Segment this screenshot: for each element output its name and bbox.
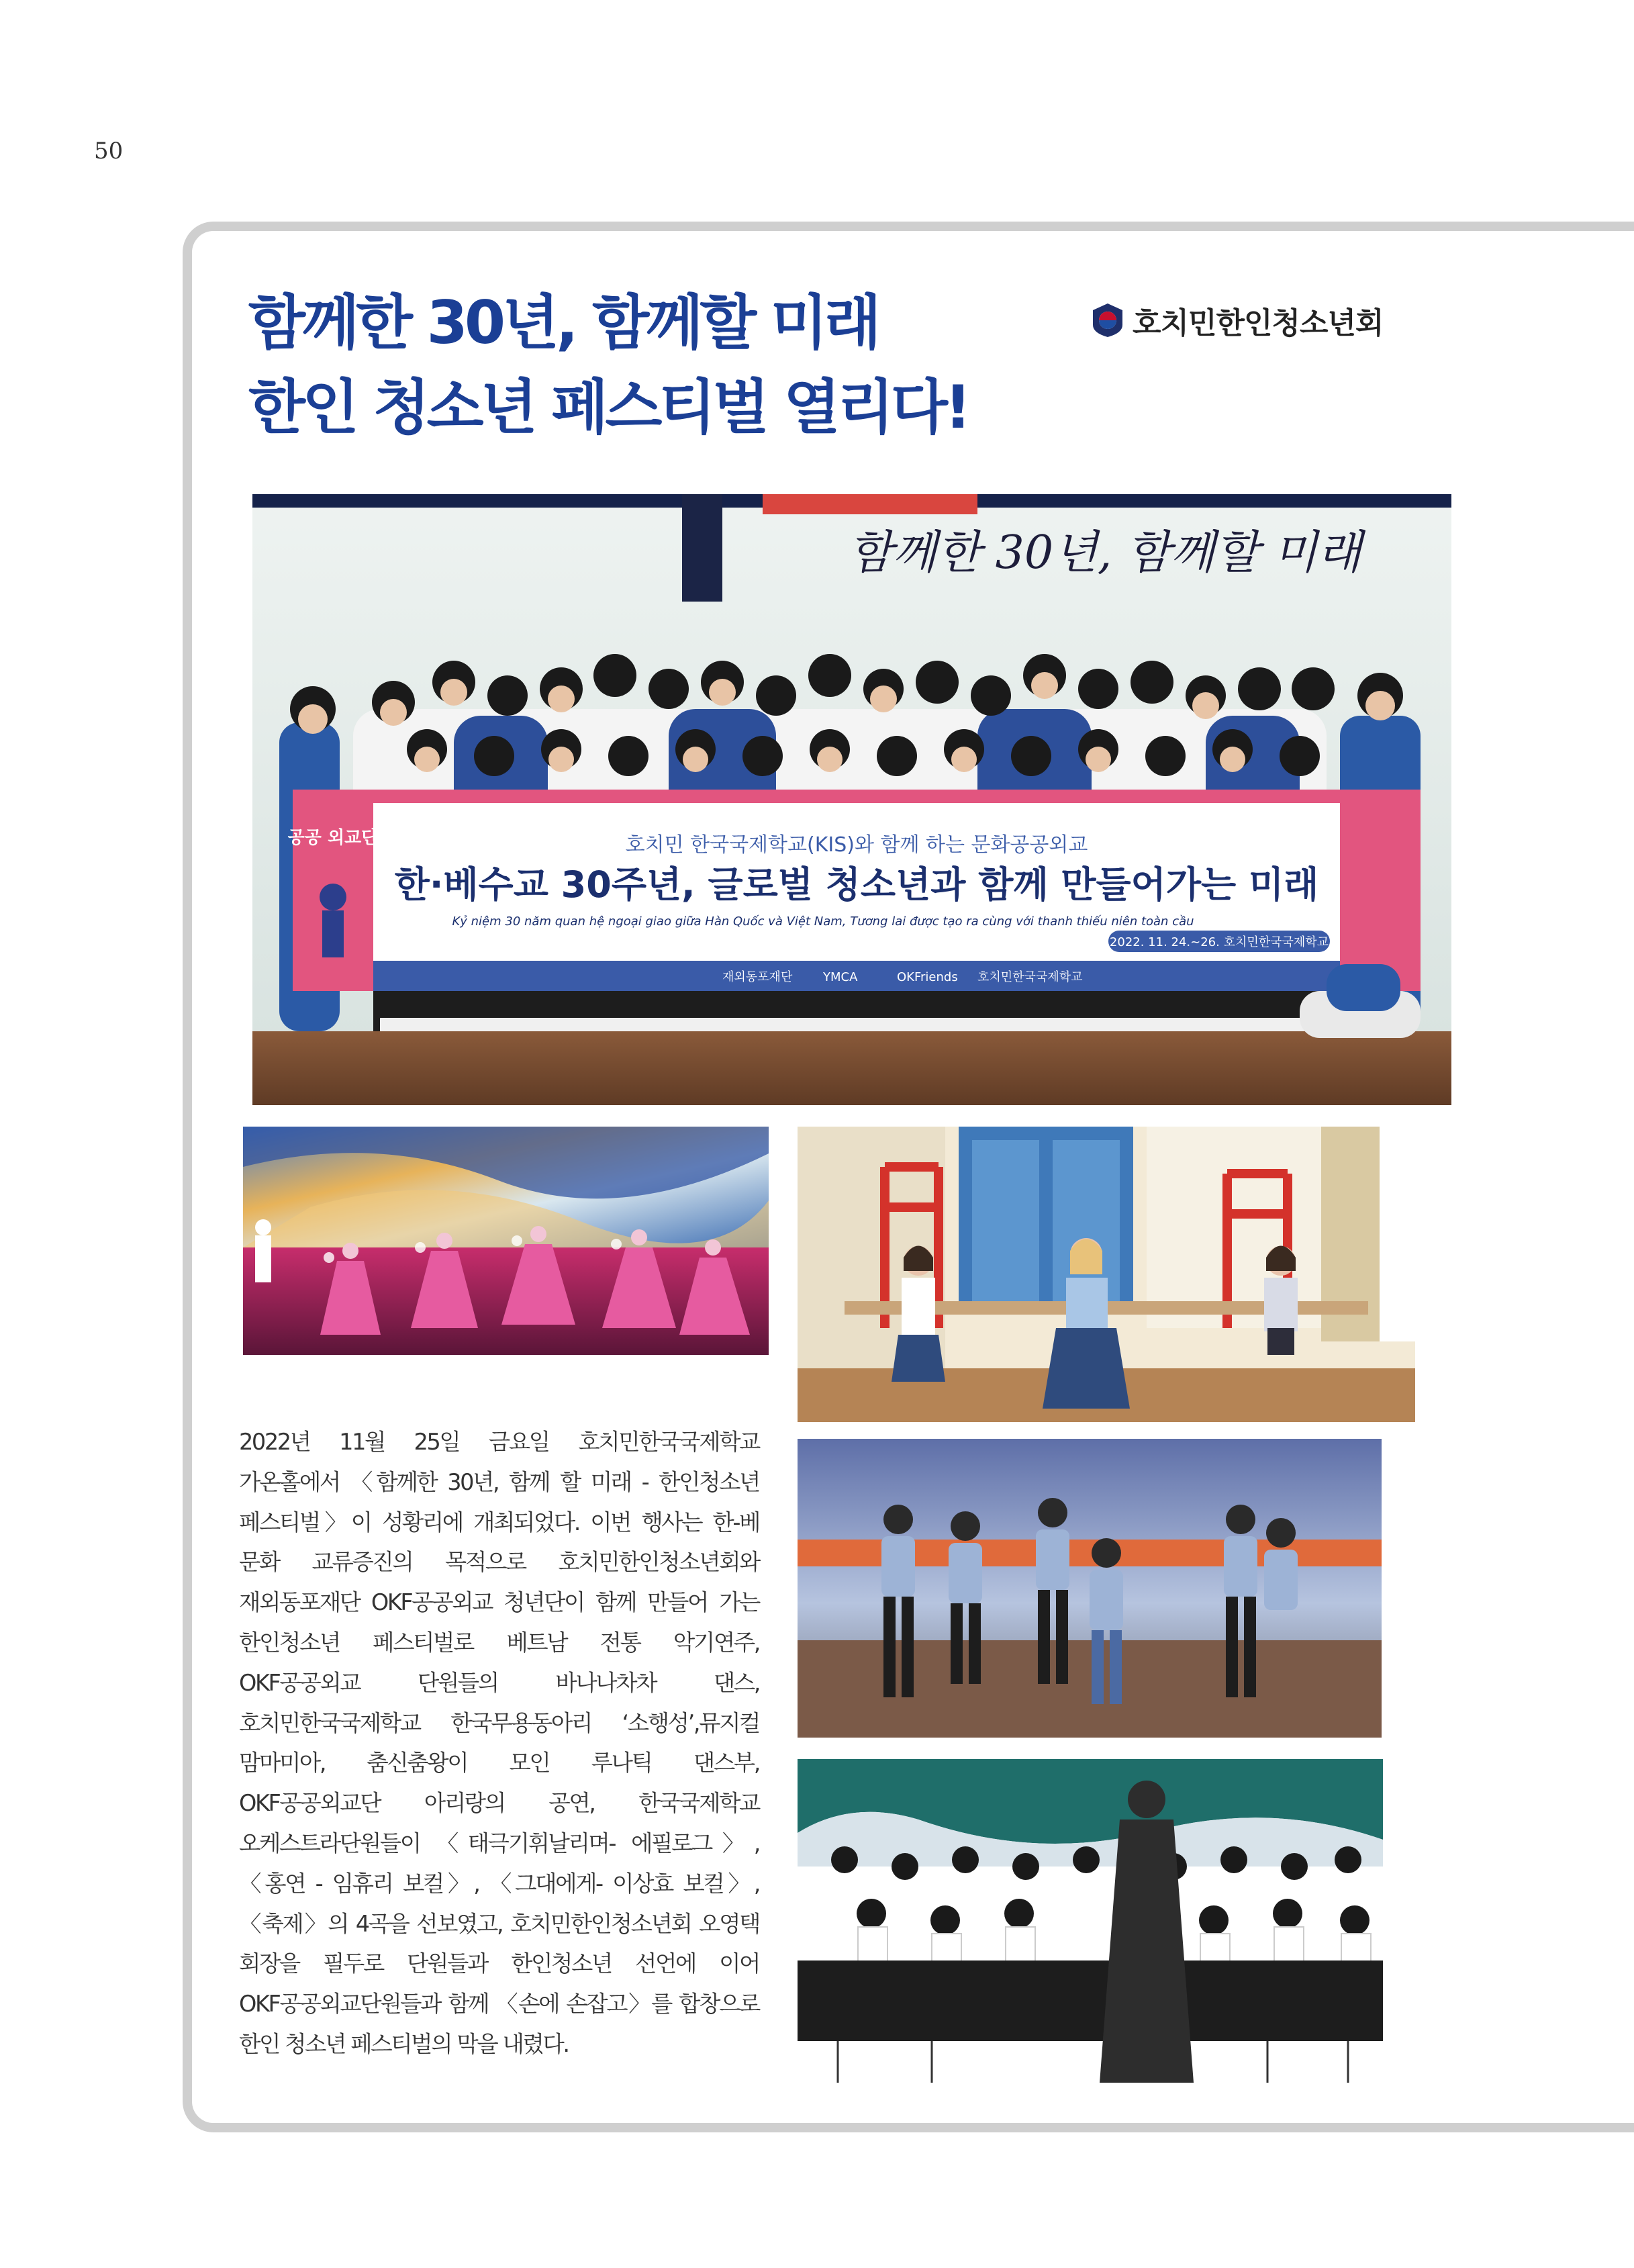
group-photo [252,494,1451,1105]
headline-line-1: 함께한 30년, 함께할 미래 [248,288,878,357]
banner-vietnamese: Kỷ niệm 30 năm quan hệ ngoại giao giữa Hàn Quốc và Việt Nam, Tương lai được tạo ra cùng với thanh thiếu niên toàn cầu [452,914,1194,929]
sponsor-logo: YMCA [823,970,858,984]
dance-team-photo [798,1439,1382,1738]
musical-photo [798,1127,1415,1422]
orchestra-photo [798,1759,1383,2083]
banner-title: 한·베수교 30주년, 글로벌 청소년과 함께 만들어가는 미래 [394,863,1319,906]
page-number: 50 [94,138,124,164]
banner-date: 2022. 11. 24.~26. 호치민한국국제학교 [1109,935,1329,949]
org-name: 호치민한인청소년회 [1133,306,1384,340]
banner-side-logo: 공공 외교단 [287,828,379,848]
banner-subtitle: 호치민 한국국제학교(KIS)와 함께 하는 문화공공외교 [625,833,1088,857]
org-logo [1091,299,1384,342]
org-emblem-icon [1091,302,1124,338]
sponsor-logo: 호치민한국국제학교 [977,970,1083,984]
korean-dance-photo [243,1127,769,1355]
sponsor-logo: 재외동포재단 [722,970,793,984]
stage-caption: 함께한 30년, 함께할 미래 [848,526,1362,579]
headline [248,281,968,450]
article-body: 2022년 11월 25일 금요일 호치민한국국제학교 가온홀에서 〈함께한 30년, 함께 할 미래 - 한인청소년 페스티벌〉이 성황리에 개최되었다. 이번 행사는 한-베 문화 교류증진의 목적으로 호치민한인청소년회와 재외동포재단 OKF공공외교 청년단이 함께 만들어 가는 한인청소년 페스티벌로 베트남 전통 악기연주, OKF공공외교 단원들의 바나나차차 댄스, 호치민한국국제학교 한국무용동아리 ‘소행성’,뮤지컬 맘마미아, 춤신춤왕이 모인 루나틱 댄스부, OKF공공외교단 아리랑의 공연, 한국국제학교 오케스트라단원들이 〈태극기휘날리며- 에필로그〉, 〈홍연 - 임휴리 보컬〉, 〈그대에게- 이상효 보컬〉, 〈축제〉의 4곡을 선보였고, 호치민한인청소년회 오영택 회장을 필두로 단원들과 한인청소년 선언에 이어 OKF공공외교단원들과 함께 〈손에 손잡고〉를 합창으로 한인 청소년 페스티벌의 막을 내렸다. [239,1429,759,2057]
headline-line-2: 한인 청소년 페스티벌 열리다! [248,373,969,442]
sponsor-logo: OKFriends [897,970,958,984]
